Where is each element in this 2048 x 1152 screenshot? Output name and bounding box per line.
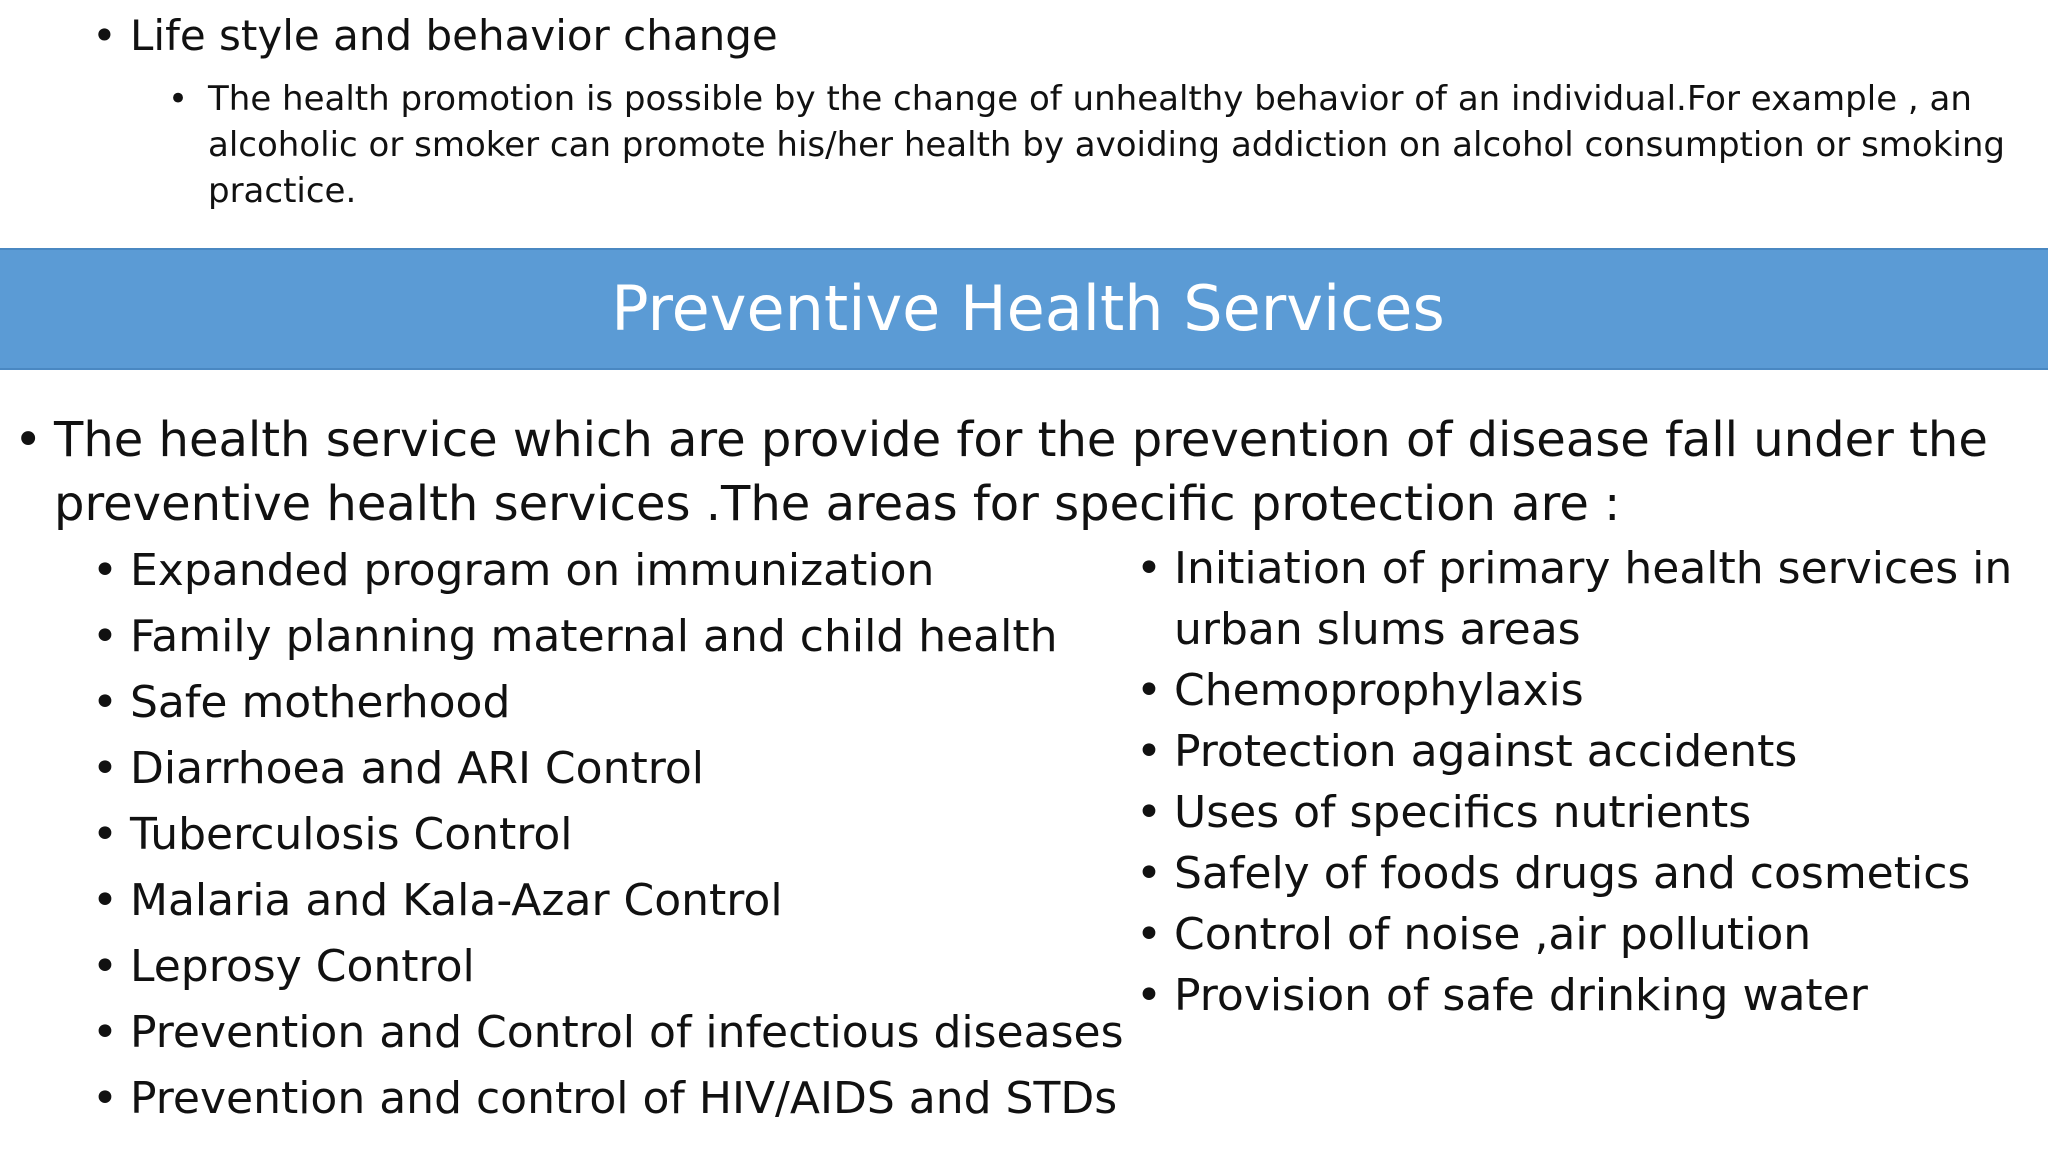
main-bullet-text: The health service which are provide for the prevention of disease fall under the preventive health services .The areas for specific protection are :	[54, 412, 1988, 532]
list-item-text: Control of noise ,air pollution	[1174, 909, 1812, 960]
list-item-text: Malaria and Kala-Azar Control	[130, 875, 783, 926]
list-item-text: Protection against accidents	[1174, 726, 1798, 777]
title-banner	[0, 248, 2048, 370]
list-item	[92, 674, 1132, 740]
bullet-glyph: •	[92, 11, 117, 60]
list-item-text: Chemoprophylaxis	[1174, 665, 1584, 716]
bullet-glyph: •	[92, 941, 118, 992]
bullet-glyph: •	[168, 79, 189, 119]
bullet-glyph: •	[1136, 848, 1162, 899]
list-item	[92, 740, 1132, 806]
bullet-glyph: •	[92, 1073, 118, 1124]
list-item-text: Tuberculosis Control	[130, 809, 573, 860]
bullet-glyph: •	[1136, 543, 1162, 594]
bullet-glyph: •	[1136, 909, 1162, 960]
list-item	[1136, 538, 2016, 660]
bullet-glyph: •	[92, 809, 118, 860]
list-item-text: Safe motherhood	[130, 677, 511, 728]
bullet-glyph: •	[92, 1007, 118, 1058]
previous-slide-fragment	[0, 0, 2048, 246]
list-item	[92, 1070, 1132, 1136]
list-item-text: Expanded program on immunization	[130, 545, 935, 596]
list-item-text: Provision of safe drinking water	[1174, 970, 1868, 1021]
list-item	[1136, 721, 2016, 782]
list-item	[1136, 904, 2016, 965]
list-item	[1136, 660, 2016, 721]
list-item-text: Initiation of primary health services in urban slums areas	[1174, 543, 2013, 655]
health-promotion-text: The health promotion is possible by the change of unhealthy behavior of an individual.For example , an alcoholic or smoker can promote his/her health by avoiding addiction on alcohol consumption or smoking practice.	[208, 79, 2005, 211]
list-item-text: Leprosy Control	[130, 941, 475, 992]
right-protection-list	[1136, 538, 2016, 1026]
bullet-glyph: •	[1136, 726, 1162, 777]
list-item	[92, 608, 1132, 674]
bullet-glyph: •	[14, 412, 43, 468]
bullet-glyph: •	[92, 743, 118, 794]
bullet-glyph: •	[92, 677, 118, 728]
list-item-text: Safely of foods drugs and cosmetics	[1174, 848, 1971, 899]
list-item	[92, 872, 1132, 938]
list-item	[92, 542, 1132, 608]
list-item-text: Family planning maternal and child health	[130, 611, 1058, 662]
bullet-glyph: •	[1136, 970, 1162, 1021]
slide-title: Preventive Health Services	[611, 272, 1445, 345]
list-item-text: Prevention and control of HIV/AIDS and STDs	[130, 1073, 1118, 1124]
list-item	[1136, 782, 2016, 843]
bullet-glyph: •	[1136, 665, 1162, 716]
health-promotion-sub-bullet	[168, 76, 2008, 214]
bullet-glyph: •	[92, 875, 118, 926]
bullet-glyph: •	[1136, 787, 1162, 838]
list-item	[92, 938, 1132, 1004]
bullet-glyph: •	[92, 545, 118, 596]
main-bullet	[14, 408, 2024, 536]
list-item	[92, 806, 1132, 872]
lifestyle-bullet-text: Life style and behavior change	[130, 11, 778, 60]
bullet-glyph: •	[92, 611, 118, 662]
left-protection-list	[92, 542, 1132, 1136]
list-item-text: Diarrhoea and ARI Control	[130, 743, 704, 794]
list-item-text: Uses of specifics nutrients	[1174, 787, 1752, 838]
list-item	[1136, 965, 2016, 1026]
list-item	[1136, 843, 2016, 904]
list-item-text: Prevention and Control of infectious diseases	[130, 1007, 1124, 1058]
list-item	[92, 1004, 1132, 1070]
